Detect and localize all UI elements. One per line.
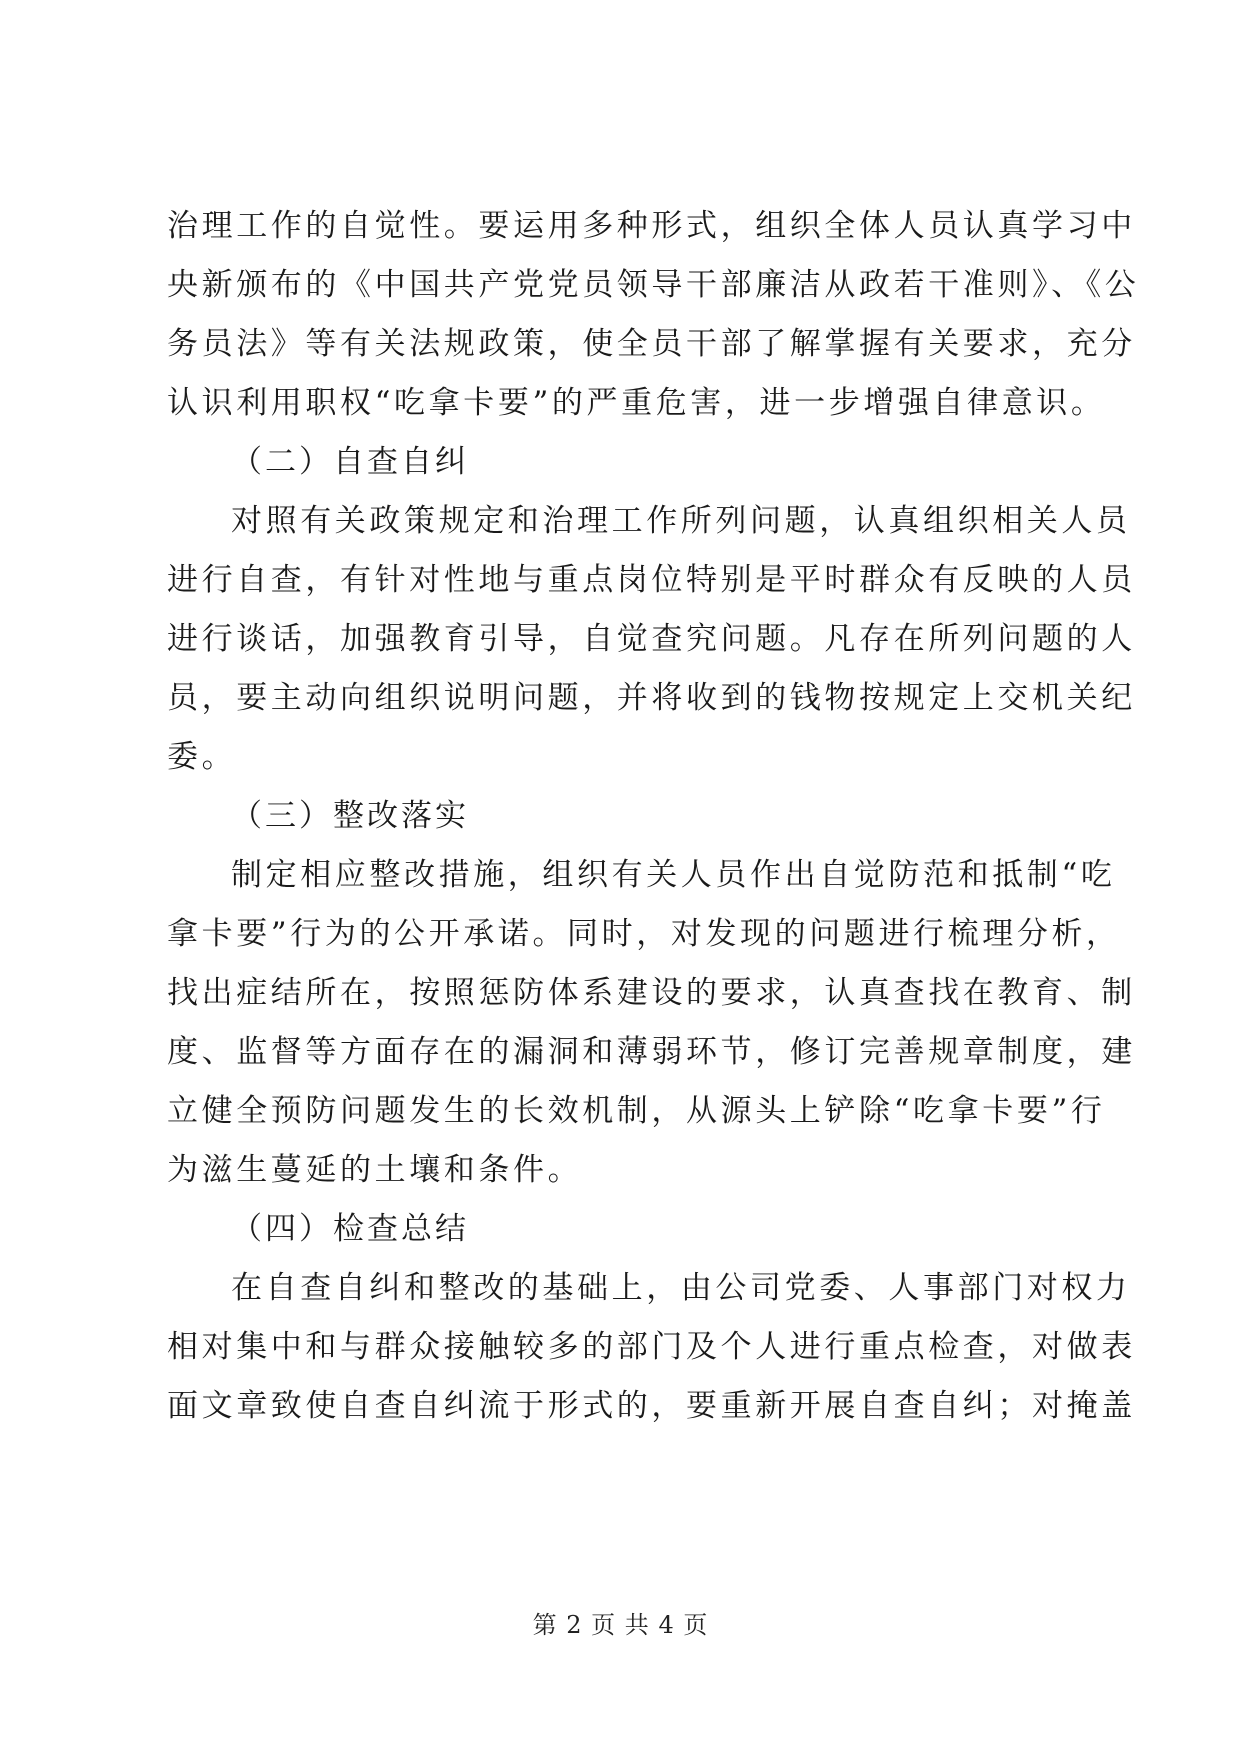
- paragraph-line: 为滋生蔓延的土壤和条件。: [167, 1152, 583, 1188]
- page-number-footer: 第 2 页 共 4 页: [532, 1611, 709, 1639]
- paragraph-line: 委。: [167, 739, 237, 775]
- paragraph-line: 制定相应整改措施，组织有关人员作出自觉防范和抵制“吃: [231, 857, 1116, 893]
- paragraph-line: 相对集中和与群众接触较多的部门及个人进行重点检查，对做表: [167, 1329, 1136, 1365]
- paragraph-line: 找出症结所在，按照惩防体系建设的要求，认真查找在教育、制: [167, 975, 1136, 1011]
- paragraph-line: 进行谈话，加强教育引导，自觉查究问题。凡存在所列问题的人: [167, 621, 1136, 657]
- paragraph-line: 务员法》等有关法规政策，使全员干部了解掌握有关要求，充分: [167, 326, 1136, 362]
- paragraph-line: 进行自查，有针对性地与重点岗位特别是平时群众有反映的人员: [167, 562, 1136, 598]
- paragraph-line: 对照有关政策规定和治理工作所列问题，认真组织相关人员: [231, 503, 1131, 539]
- paragraph-line: 立健全预防问题发生的长效机制，从源头上铲除“吃拿卡要”行: [167, 1093, 1106, 1129]
- paragraph-line: 央新颁布的《中国共产党党员领导干部廉洁从政若干准则》、《公: [167, 267, 1140, 303]
- section-heading-self-inspection: （二）自查自纠: [231, 444, 469, 480]
- paragraph-line: 治理工作的自觉性。要运用多种形式，组织全体人员认真学习中: [167, 208, 1136, 244]
- paragraph-line: 拿卡要”行为的公开承诺。同时，对发现的问题进行梳理分析，: [167, 916, 1121, 952]
- section-heading-rectification: （三）整改落实: [231, 798, 469, 834]
- paragraph-line: 度、监督等方面存在的漏洞和薄弱环节，修订完善规章制度，建: [167, 1034, 1136, 1070]
- paragraph-line: 面文章致使自查自纠流于形式的，要重新开展自查自纠；对掩盖: [167, 1388, 1136, 1424]
- paragraph-line: 认识利用职权“吃拿卡要”的严重危害，进一步增强自律意识。: [167, 385, 1106, 421]
- section-heading-inspection-summary: （四）检查总结: [231, 1211, 469, 1247]
- paragraph-line: 在自查自纠和整改的基础上，由公司党委、人事部门对权力: [231, 1270, 1131, 1306]
- paragraph-line: 员，要主动向组织说明问题，并将收到的钱物按规定上交机关纪: [167, 680, 1136, 716]
